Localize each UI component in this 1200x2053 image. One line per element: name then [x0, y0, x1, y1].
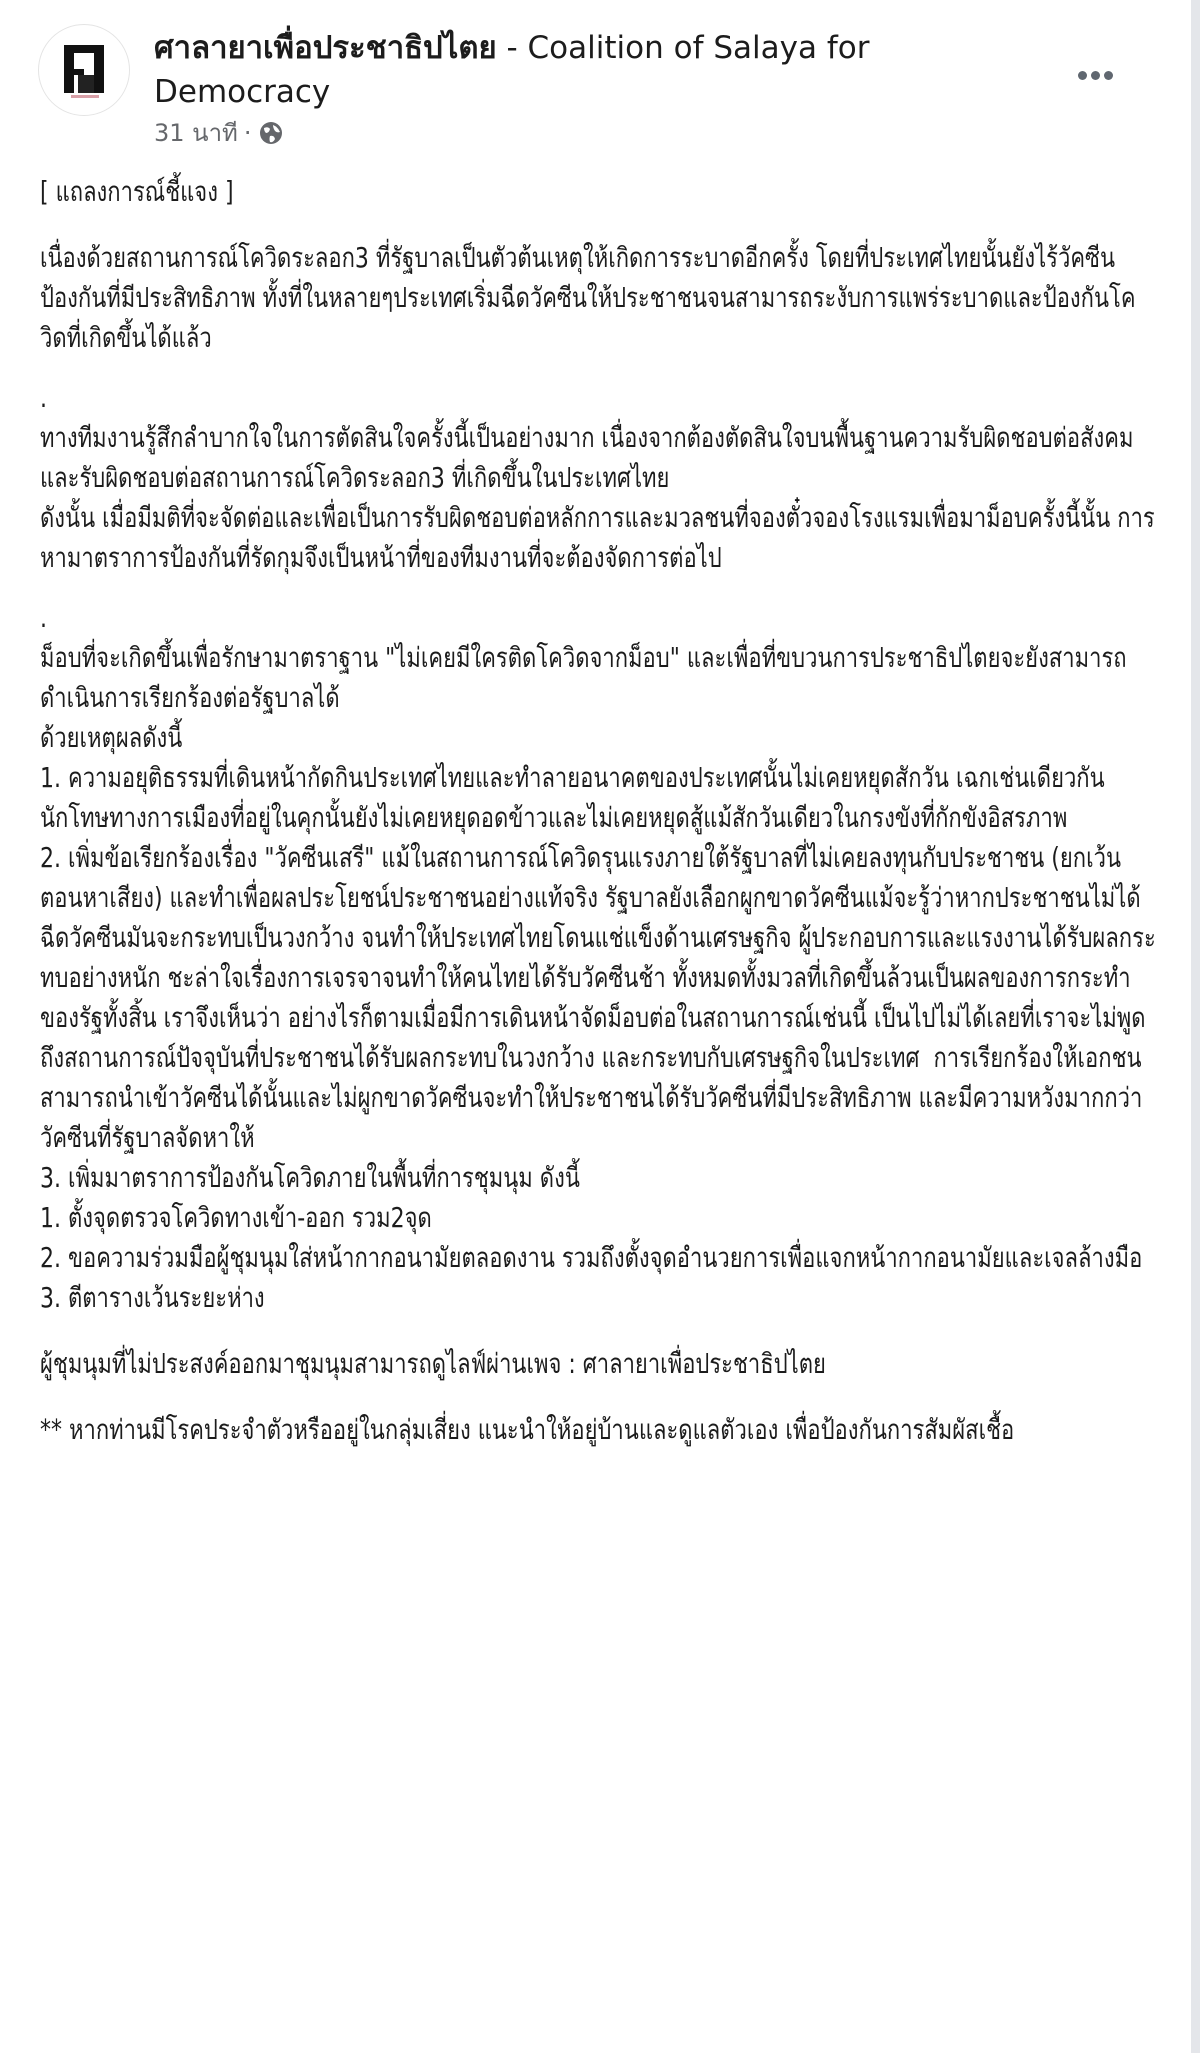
- meta-separator: ·: [243, 119, 252, 147]
- reasons-intro: ด้วยเหตุผลดังนี้: [40, 722, 183, 754]
- more-horizontal-icon: [1091, 71, 1100, 80]
- page-name-link[interactable]: [154, 26, 1014, 114]
- separator-dot: .: [40, 382, 47, 414]
- resolution-paragraph: ดังนั้น เมื่อมีมติที่จะจัดต่อและเพื่อเป็นการรับผิดชอบต่อหลักการและมวลชนที่จองตั๋วจองโรงแรมเพื่อมาม็อบครั้งนี้นั้น การหามาตราการป้องกันที่รัดกุมจึงเป็นหน้าที่ของทีมงานที่จะต้องจัดการต่อไป: [40, 502, 1155, 574]
- page-name-english: Coalition of Salaya for Democracy: [154, 30, 870, 110]
- reason-item-1: 1. ความอยุติธรรมที่เดินหน้ากัดกินประเทศไทยและทำลายอนาคตของประเทศนั้นไม่เคยหยุดสักวัน เฉกเช่นเดียวกัน นักโทษทางการเมืองที่อยู่ในคุกนั้นยังไม่เคยหยุดอดข้าวและไม่เคยหยุดสู้แม้สักวันเดียวในกรงขังที่กักขังอิสรภาพ: [40, 762, 1112, 834]
- post-meta: [154, 118, 284, 148]
- team-statement-paragraph: ทางทีมงานรู้สึกลำบากใจในการตัดสินใจครั้งนี้เป็นอย่างมาก เนื่องจากต้องตัดสินใจบนพื้นฐานความรับผิดชอบต่อสังคมและรับผิดชอบต่อสถานการณ์โควิดระลอก3 ที่เกิดขึ้นในประเทศไทย: [40, 422, 1134, 494]
- more-options-button[interactable]: [1070, 60, 1120, 90]
- health-warning-note: ** หากท่านมีโรคประจำตัวหรืออยู่ในกลุ่มเสี่ยง แนะนำให้อยู่บ้านและดูแลตัวเอง เพื่อป้องกันการสัมผัสเชื้อ: [40, 1414, 1015, 1446]
- page-logo-icon: [61, 39, 107, 101]
- statement-heading: [ แถลงการณ์ชี้แจง ]: [40, 176, 234, 208]
- intro-paragraph: เนื่องด้วยสถานการณ์โควิดระลอก3 ที่รัฐบาลเป็นตัวต้นเหตุให้เกิดการระบาดอีกครั้ง โดยที่ประเทศไทยนั้นยังไร้วัคซีนป้องกันที่มีประสิทธิภาพ ทั้งที่ในหลายๆประเทศเริ่มฉีดวัคซีนให้ประชาชนจนสามารถระงับการแพร่ระบาดและป้องกันโควิดที่เกิดขึ้นได้แล้ว: [40, 242, 1136, 354]
- more-horizontal-icon: [1104, 71, 1113, 80]
- post-timestamp[interactable]: 31 นาที: [154, 119, 238, 147]
- measure-item: 2. ขอความร่วมมือผู้ชุมนุมใส่หน้ากากอนามัยตลอดงาน รวมถึงตั้งจุดอำนวยการเพื่อแจกหน้ากากอนามัยและเจลล้างมือ: [40, 1242, 1143, 1274]
- page-name-thai: ศาลายาเพื่อประชาธิปไตย: [154, 30, 497, 66]
- purpose-paragraph: ม็อบที่จะเกิดขึ้นเพื่อรักษามาตราฐาน "ไม่เคยมีใครติดโควิดจากม็อบ" และเพื่อที่ขบวนการประชาธิปไตยจะยังสามารถดำเนินการเรียกร้องต่อรัฐบาลได้: [40, 642, 1127, 714]
- live-stream-note: ผู้ชุมนุมที่ไม่ประสงค์ออกมาชุมนุมสามารถดูไลฟ์ผ่านเพจ : ศาลายาเพื่อประชาธิปไตย: [40, 1348, 826, 1380]
- more-horizontal-icon: [1078, 71, 1087, 80]
- post-header: [38, 24, 1188, 147]
- reason-item-3: 3. เพิ่มมาตราการป้องกันโควิดภายในพื้นที่การชุมนุม ดังนี้: [40, 1162, 580, 1194]
- globe-icon[interactable]: [258, 120, 284, 146]
- reason-item-2: 2. เพิ่มข้อเรียกร้องเรื่อง "วัคซีนเสรี" แม้ในสถานการณ์โควิดรุนแรงภายใต้รัฐบาลที่ไม่เคยลงทุนกับประชาชน (ยกเว้นตอนหาเสียง) และทำเพื่อผลประโยชน์ประชาชนอย่างแท้จริง รัฐบาลยังเลือกผูกขาดวัคซีนแม้จะรู้ว่าหากประชาชนไม่ได้ฉีดวัคซีนมันจะกระทบเป็นวงกว้าง จนทำให้ประเทศไทยโดนแช่แข็งด้านเศรษฐกิจ ผู้ประกอบการและแรงงานได้รับผลกระทบอย่างหนัก ชะล่าใจเรื่องการเจรจาจนทำให้คนไทยได้รับวัคซีนช้า ทั้งหมดทั้งมวลที่เกิดขึ้นล้วนเป็นผลของการกระทำของรัฐทั้งสิ้น เราจึงเห็นว่า อย่างไรก็ตามเมื่อมีการเดินหน้าจัดม็อบต่อในสถานการณ์เช่นนี้ เป็นไปไม่ได้เลยที่เราจะไม่พูดถึงสถานการณ์ปัจจุบันที่ประชาชนได้รับผลกระทบในวงกว้าง และกระทบกับเศรษฐกิจในประเทศ การเรียกร้องให้เอกชนสามารถนำเข้าวัคซีนได้นั้นและไม่ผูกขาดวัคซีนจะทำให้ประชาชนได้รับวัคซีนที่มีประสิทธิภาพ และมีความหวังมากกว่าวัคซีนที่รัฐบาลจัดหาให้: [40, 842, 1156, 1154]
- separator-dot: .: [40, 602, 47, 634]
- page-avatar[interactable]: [38, 24, 130, 116]
- page-name-separator: -: [496, 30, 528, 66]
- measure-item: 1. ตั้งจุดตรวจโควิดทางเข้า-ออก รวม2จุด: [40, 1202, 432, 1234]
- measure-item: 3. ตีตารางเว้นระยะห่าง: [40, 1282, 265, 1314]
- post-body: [40, 172, 1160, 1450]
- scrollbar-track[interactable]: [1191, 0, 1200, 2053]
